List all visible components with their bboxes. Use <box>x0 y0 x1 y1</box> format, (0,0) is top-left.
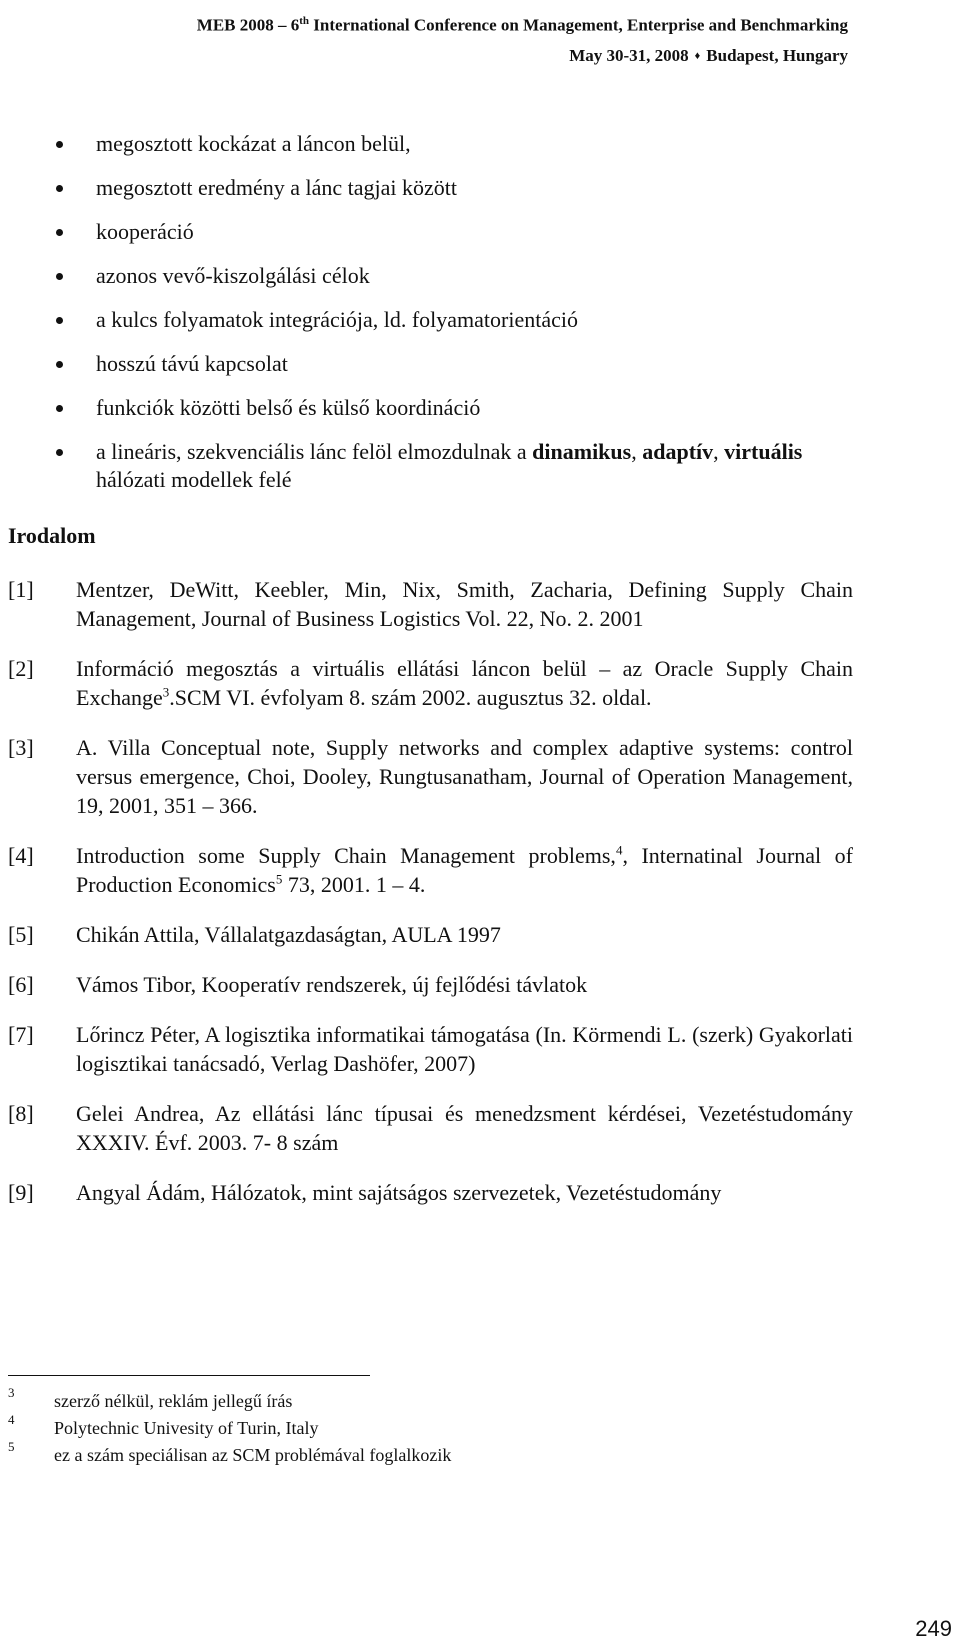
diamond-separator-icon: ♦ <box>694 49 701 62</box>
footnote-item: 5 ez a szám speciálisan az SCM problémával foglalkozik <box>8 1439 452 1465</box>
reference-item: [7] Lőrincz Péter, A logisztika informatikai támogatása (In. Körmendi L. (szerk) Gyakorlati logisztikai tanácsadó, Verlag Dashöfer, 2007) <box>8 1022 853 1076</box>
conference-date-location: May 30-31, 2008 ♦ Budapest, Hungary <box>569 45 848 65</box>
bullet-item: a kulcs folyamatok integrációja, ld. folyamatorientáció <box>56 306 856 334</box>
reference-item: [5] Chikán Attila, Vállalatgazdaságtan, AULA 1997 <box>8 922 501 947</box>
bullet-dot-icon <box>56 185 63 192</box>
footnote-list <box>8 1385 708 1469</box>
bullet-item: hosszú távú kapcsolat <box>56 350 856 378</box>
section-title: Irodalom <box>8 523 96 548</box>
reference-list <box>8 575 853 1228</box>
footnote-item: 3 szerző nélkül, reklám jellegű írás <box>8 1385 293 1411</box>
page-number: 249 <box>915 1616 952 1641</box>
bullet-item: megosztott kockázat a láncon belül, <box>56 130 856 158</box>
bullet-item: a lineáris, szekvenciális lánc felöl elmozdulnak a dinamikus, adaptív, virtuális hálózati modellek felé <box>56 438 856 494</box>
bullet-dot-icon <box>56 273 63 280</box>
reference-item: [9] Angyal Ádám, Hálózatok, mint sajátságos szervezetek, Vezetéstudomány <box>8 1180 722 1205</box>
conference-title: MEB 2008 – 6th International Conference on Management, Enterprise and Benchmarking <box>196 15 848 35</box>
bullet-dot-icon <box>56 141 63 148</box>
reference-item: [2] Információ megosztás a virtuális ellátási láncon belül – az Oracle Supply Chain Exchange$^3$.SCM VI. évfolyam 8. szám 2002. augusztus 32. oldal. <box>8 656 853 710</box>
bullet-dot-icon <box>56 229 63 236</box>
bullet-dot-icon <box>56 317 63 324</box>
reference-item: [8] Gelei Andrea, Az ellátási lánc típusai és menedzsment kérdései, Vezetéstudomány XXXIV. Évf. 2003. 7- 8 szám <box>8 1101 853 1155</box>
bullet-list <box>56 130 856 494</box>
footnote-divider <box>8 1375 370 1376</box>
bullet-item: megosztott eredmény a lánc tagjai között <box>56 174 856 202</box>
bullet-dot-icon <box>56 449 63 456</box>
reference-item: [3] A. Villa Conceptual note, Supply networks and complex adaptive systems: control versus emergence, Choi, Dooley, Rungtusanatham, Journal of Operation Management, 19, 2001, 351 – 366. <box>8 735 853 818</box>
reference-item: [1] Mentzer, DeWitt, Keebler, Min, Nix, Smith, Zacharia, Defining Supply Chain Management, Journal of Business Logistics Vol. 22, No. 2. 2001 <box>8 577 853 631</box>
bullet-item: kooperáció <box>56 218 856 246</box>
bullet-dot-icon <box>56 405 63 412</box>
page-header <box>197 6 848 73</box>
bullet-dot-icon <box>56 361 63 368</box>
bullet-item: funkciók közötti belső és külső koordináció <box>56 394 856 422</box>
reference-item: [4] Introduction some Supply Chain Management problems,$^4$, Internatinal Journal of Production Economics$^5$ 73, 2001. 1 – 4. <box>8 842 853 897</box>
footnote-item: 4 Polytechnic Univesity of Turin, Italy <box>8 1412 319 1438</box>
reference-item: [6] Vámos Tibor, Kooperatív rendszerek, új fejlődési távlatok <box>8 972 588 997</box>
bullet-item: azonos vevő-kiszolgálási célok <box>56 262 856 290</box>
